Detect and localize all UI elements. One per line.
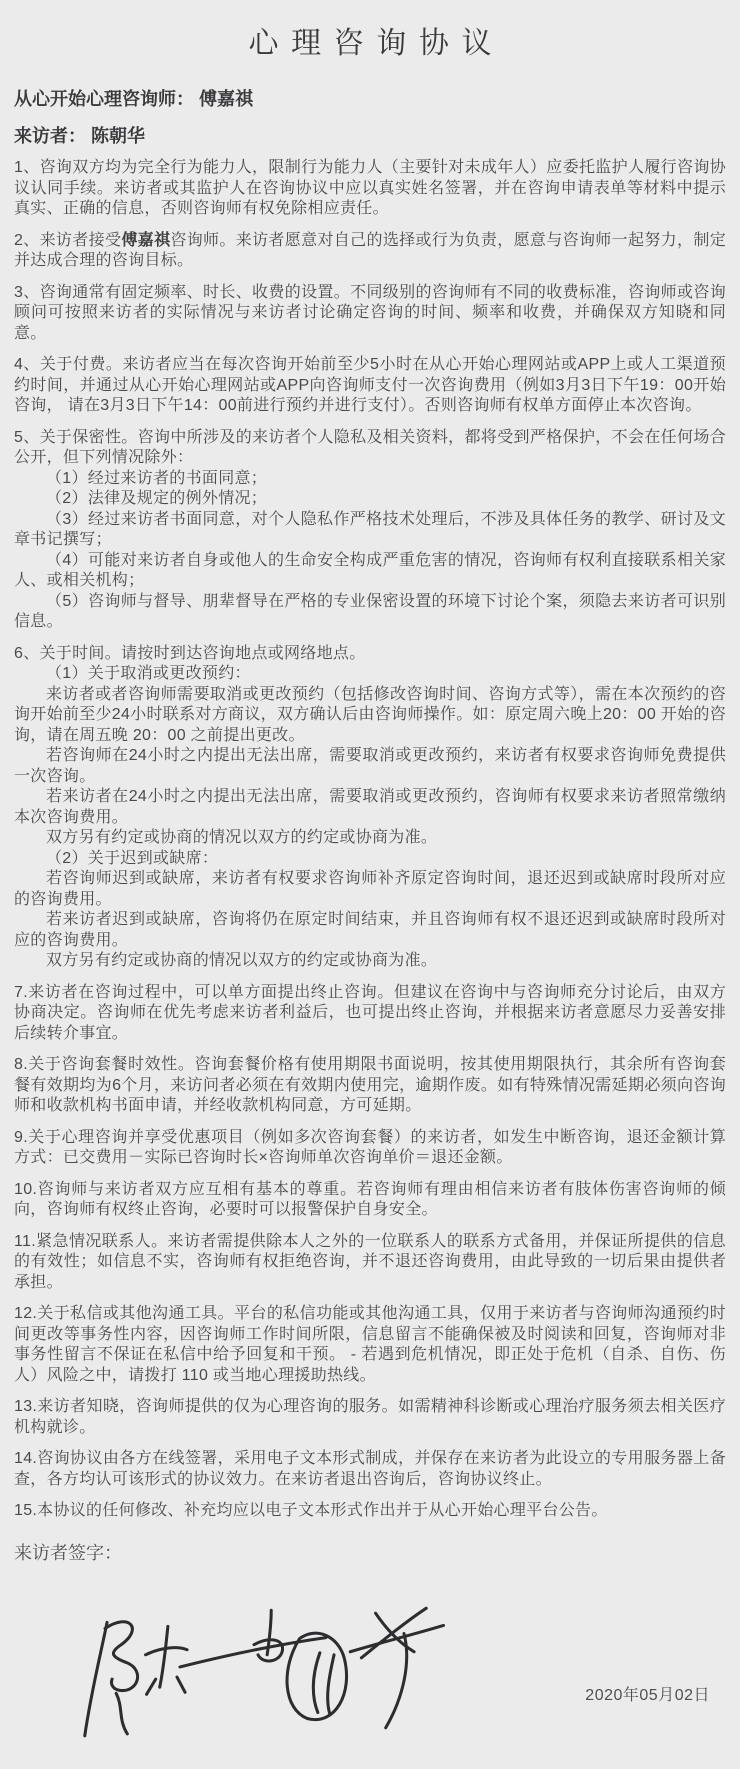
text-run: 双方另有约定或协商的情况以双方的约定或协商为准。 <box>46 829 438 846</box>
clause-sub-line <box>14 951 726 972</box>
text-run: 6、关于时间。请按时到达咨询地点或网络地点。 <box>14 644 366 662</box>
signature-stroke <box>180 1637 326 1666</box>
text-run: 1、咨询双方均为完全行为能力人，限制行为能力人（主要针对未成年人）应委托监护人履行咨询协议认同手续。来访者或其监护人在咨询协议中应以真实姓名签署，并在咨询申请表单等材料中提示真实、正确的信息，否则咨询师有权免除相应责任。 <box>14 159 726 217</box>
clause-14 <box>14 1449 726 1490</box>
clause-text <box>14 1128 726 1169</box>
signature-stroke <box>85 1622 107 1735</box>
text-run: 11.紧急情况联系人。来访者需提供除本人之外的一位联系人的联系方式备用，并保证所提供的信息的有效性；如信息不实，咨询师有权拒绝咨询，并不退还咨询费用，由此导致的一切后果由提供者承担。 <box>14 1232 726 1291</box>
text-run: （2）法律及规定的例外情况； <box>46 490 268 507</box>
clause-sub-line <box>14 828 726 849</box>
clause-text <box>14 1449 726 1490</box>
visitor-signature <box>60 1594 450 1746</box>
counselor-name-inline: 傅嘉祺 <box>121 231 171 249</box>
clause-13 <box>14 1397 726 1438</box>
text-run: 咨询师。来访者愿意对自己的选择或行为负责，愿意与咨询师一起努力，制定并达成合理的咨询目标。 <box>14 231 727 269</box>
clause-text <box>14 158 726 220</box>
clause-text <box>14 1055 726 1117</box>
signature-handwriting-image <box>60 1594 450 1746</box>
agreement-clauses <box>14 158 726 1522</box>
signature-label: 来访者签字： <box>14 1542 122 1563</box>
text-run: 12.关于私信或其他沟通工具。平台的私信功能或其他沟通工具，仅用于来访者与咨询师沟通预约时间更改等事务性内容，因咨询师工作时间所限，信息留言不能确保被及时阅读和回复，咨询师对非事务性留言不保证在私信中给予回复和干预。 - 若遇到危机情况，即正处于危机（自杀、自伤、伤人）风险之中，请拨打 110 或当地心理援助热线。 <box>14 1305 726 1384</box>
clause-text <box>14 1501 726 1522</box>
agreement-date: 2020年05月02日 <box>585 1687 710 1704</box>
signature-stroke <box>386 1633 407 1727</box>
clause-text <box>14 644 726 665</box>
clause-sub-line <box>14 551 726 592</box>
text-run: 14.咨询协议由各方在线签署，采用电子文本形式制成，并保存在来访者为此设立的专用服务器上备查，各方均认可该形式的协议效力。在来访者退出咨询后，咨询协议终止。 <box>14 1450 726 1488</box>
text-run: （2）关于迟到或缺席： <box>46 849 219 867</box>
signature-stroke <box>254 1610 283 1661</box>
clause-9 <box>14 1128 726 1169</box>
clause-sub-line <box>14 746 726 787</box>
visitor-name: 陈朝华 <box>91 126 146 146</box>
clause-text <box>14 355 726 417</box>
clause-sub-line <box>14 510 726 551</box>
clause-11 <box>14 1232 726 1294</box>
clause-sub-line <box>14 849 726 870</box>
text-run: 双方另有约定或协商的情况以双方的约定或协商为准。 <box>46 952 438 969</box>
clause-sub-line <box>14 469 726 490</box>
text-run: 5、关于保密性。咨询中所涉及的来访者个人隐私及相关资料，都将受到严格保护，不会在任何场合公开，但下列情况除外： <box>14 428 726 466</box>
text-run: 若咨询师迟到或缺席，来访者有权要求咨询师补齐原定咨询时间，退还迟到或缺席时段所对应的咨询费用。 <box>14 870 726 908</box>
counselor-name: 傅嘉祺 <box>199 89 254 109</box>
clause-sub-line <box>14 664 726 685</box>
visitor-line <box>14 125 726 147</box>
text-run: 9.关于心理咨询并享受优惠项目（例如多次咨询套餐）的来访者，如发生中断咨询，退还金额计算方式：已交费用－实际已咨询时长×咨询师单次咨询单价＝退还金额。 <box>14 1128 726 1166</box>
counselor-label: 从心开始心理咨询师： <box>14 89 194 109</box>
clause-text <box>14 428 726 469</box>
clause-15 <box>14 1501 726 1522</box>
clause-text <box>14 231 726 272</box>
clause-6 <box>14 644 726 972</box>
clause-12 <box>14 1304 726 1386</box>
signature-stroke <box>313 1652 334 1714</box>
text-run: 10.咨询师与来访者双方应互相有基本的尊重。若咨询师有理由相信来访者有肢体伤害咨询师的倾向，咨询师有权终止咨询，必要时可以报警保护自身安全。 <box>14 1180 726 1218</box>
clause-sub-line <box>14 592 726 633</box>
text-run: 3、咨询通常有固定频率、时长、收费的设置。不同级别的咨询师有不同的收费标准，咨询师或咨询顾问可按照来访者的实际情况与来访者讨论确定咨询的时间、频率和收费，并确保双方知晓和同意。 <box>14 283 726 342</box>
clause-3 <box>14 283 726 345</box>
text-run: 15.本协议的任何修改、补充均应以电子文本形式作出并于从心开始心理平台公告。 <box>14 1502 608 1519</box>
text-run: 4、关于付费。来访者应当在每次咨询开始前至少5小时在从心开始心理网站或APP上或人工渠道预约时间，并通过从心开始心理网站或APP向咨询师支付一次咨询费用（例如3月3日下午19：00开始咨询， 请在3月3日下午14：00前进行预约并进行支付）。否则咨询师有权单方面停止本次咨询。 <box>14 356 726 414</box>
text-run: （5）咨询师与督导、朋辈督导在严格的专业保密设置的环境下讨论个案，须隐去来访者可识别信息。 <box>14 592 726 630</box>
text-run: 若来访者迟到或缺席，咨询将仍在原定时间结束，并且咨询师有权不退还迟到或缺席时段所对应的咨询费用。 <box>14 911 726 949</box>
visitor-label: 来访者： <box>14 126 86 146</box>
clause-1 <box>14 158 726 220</box>
text-run: 7.来访者在咨询过程中，可以单方面提出终止咨询。但建议在咨询中与咨询师充分讨论后，由双方协商决定。咨询师在优先考虑来访者利益后，也可提出终止咨询，并根据来访者意愿尽力妥善安排后续转介事宜。 <box>14 983 726 1042</box>
clause-5 <box>14 428 726 633</box>
clause-sub-line <box>14 685 726 747</box>
signature-stroke <box>146 1626 188 1694</box>
text-run: 2、来访者接受 <box>14 231 122 249</box>
clause-text <box>14 1397 726 1438</box>
clause-2 <box>14 231 726 272</box>
clause-text <box>14 1180 726 1221</box>
counselor-line <box>14 88 726 110</box>
text-run: （4）可能对来访者自身或他人的生命安全构成严重危害的情况，咨询师有权利直接联系相关家人、或相关机构； <box>14 551 726 589</box>
text-run: （1）经过来访者的书面同意； <box>46 469 268 487</box>
clause-7 <box>14 983 726 1045</box>
text-run: 若咨询师在24小时之内提出无法出席，需要取消或更改预约，来访者有权要求咨询师免费提供一次咨询。 <box>14 747 726 785</box>
text-run: 来访者或者咨询师需要取消或更改预约（包括修改咨询时间、咨询方式等），需在本次预约的咨询开始前至少24小时联系对方商议，双方确认后由咨询师操作。如：原定周六晚上20：00 开始的咨询，请在周五晚 20：00 之前提出更改。 <box>14 685 726 744</box>
clause-sub-line <box>14 910 726 951</box>
clause-sub-line <box>14 869 726 910</box>
text-run: 8.关于咨询套餐时效性。咨询套餐价格有使用期限书面说明，按其使用期限执行，其余所有咨询套餐有效期均为6个月，来访问者必须在有效期内使用完，逾期作废。如有特殊情况需延期必须向咨询师和收款机构书面申请，并经收款机构同意，方可延期。 <box>14 1056 726 1114</box>
clause-8 <box>14 1055 726 1117</box>
text-run: （1）关于取消或更改预约： <box>46 665 251 682</box>
document-title: 心理咨询协议 <box>248 27 505 60</box>
text-run: （3）经过来访者书面同意，对个人隐私作严格技术处理后，不涉及具体任务的教学、研讨及文章书记撰写； <box>14 510 726 548</box>
clause-text <box>14 283 726 345</box>
clause-text <box>14 983 726 1045</box>
clause-text <box>14 1304 726 1386</box>
text-run: 若来访者在24小时之内提出无法出席，需要取消或更改预约，咨询师有权要求来访者照常缴纳本次咨询费用。 <box>14 788 726 826</box>
clause-10 <box>14 1180 726 1221</box>
clause-sub-line <box>14 489 726 510</box>
signature-stroke <box>105 1621 138 1733</box>
clause-4 <box>14 355 726 417</box>
clause-text <box>14 1232 726 1294</box>
text-run: 13.来访者知晓，咨询师提供的仅为心理咨询的服务。如需精神科诊断或心理治疗服务须去相关医疗机构就诊。 <box>14 1398 726 1436</box>
clause-sub-line <box>14 787 726 828</box>
